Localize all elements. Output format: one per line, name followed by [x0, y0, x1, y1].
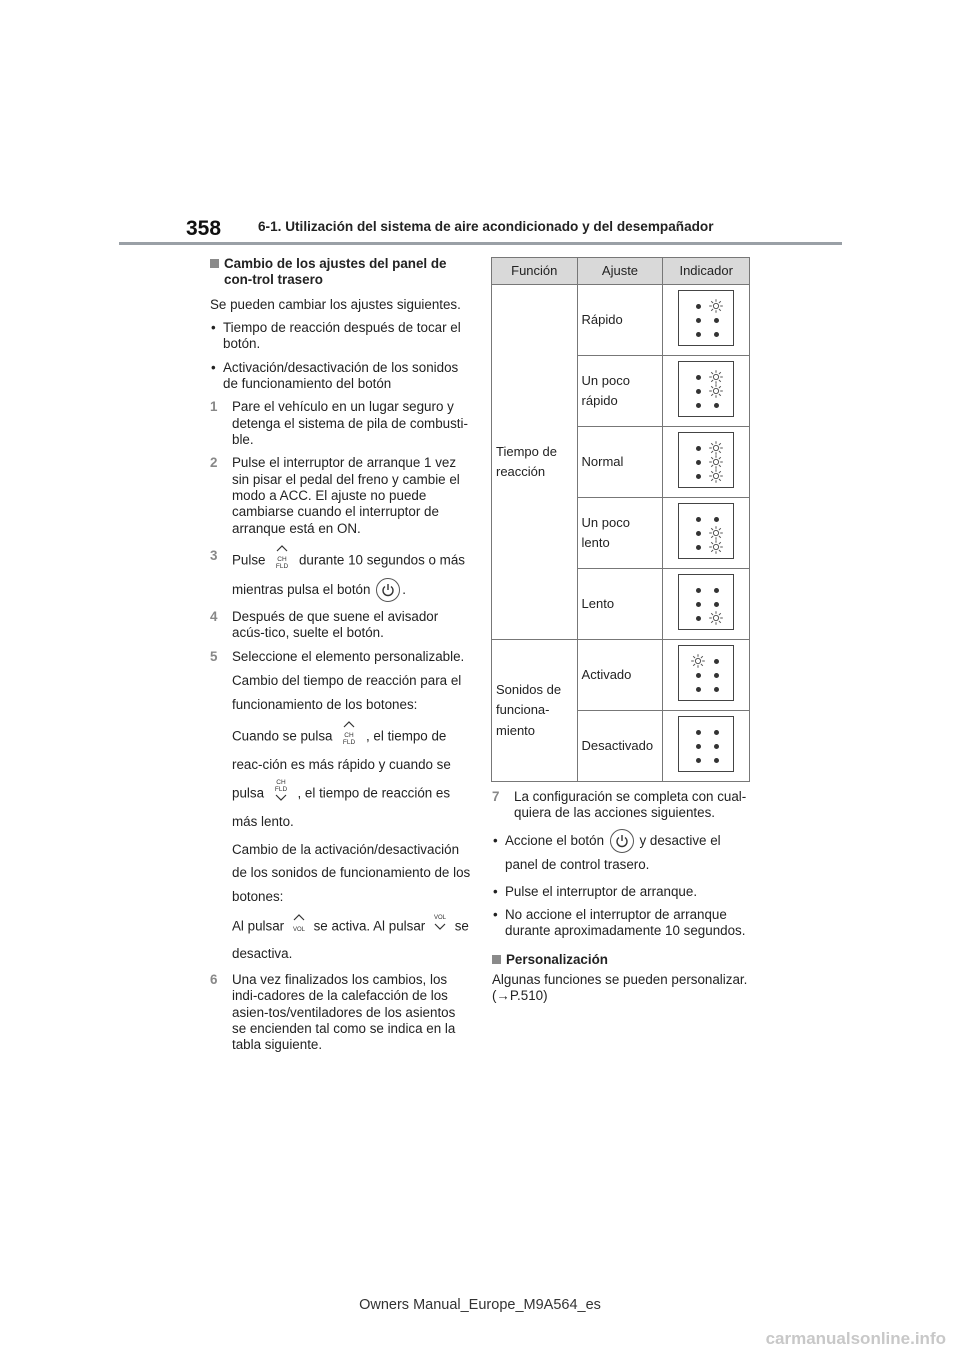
step-5-sub-3: Cambio de la activación/desactivación de los sonidos de funcionamiento de los botones: — [232, 841, 471, 904]
step-number: 6 — [210, 972, 218, 988]
step-text: , el tiempo de reacción es más lento. — [232, 785, 451, 830]
function-cell: Tiempo de reacción — [492, 285, 578, 640]
ch-fld-up-icon — [269, 544, 295, 577]
intro-text: Se pueden cambiar los ajustes siguientes. — [210, 296, 461, 312]
page-number: 358 — [186, 217, 222, 240]
step-1 — [210, 399, 472, 448]
table-row — [492, 285, 750, 356]
step-text: durante 10 segundos o más — [298, 552, 465, 568]
indicator-cell — [663, 498, 750, 569]
svg-text:CH: CH — [344, 732, 354, 739]
indicator-table — [491, 257, 750, 782]
svg-text:FLD: FLD — [343, 739, 356, 746]
svg-text:FLD: FLD — [276, 563, 289, 571]
step-text: Cuando se pulsa — [232, 728, 333, 744]
step-text: se desactiva. — [232, 918, 469, 961]
unlit-indicator-dot — [689, 538, 707, 556]
setting-cell: Activado — [577, 640, 663, 711]
step-text: Seleccione el elemento personalizable. — [232, 648, 465, 664]
header-divider — [119, 242, 842, 245]
setting-cell: Un poco lento — [577, 498, 663, 569]
setting-cell: Normal — [577, 427, 663, 498]
unlit-indicator-dot — [707, 751, 725, 769]
step-4 — [210, 609, 472, 642]
unlit-indicator-dot — [689, 325, 707, 343]
svg-text:CH: CH — [276, 778, 286, 786]
step-number: 1 — [210, 399, 218, 415]
step-text: mientras pulsa el botón — [232, 581, 371, 597]
step-3 — [210, 544, 472, 602]
step-text: Una vez finalizados los cambios, los indi-cadores de la calefacción de los asien-tos/ventiladores de los asientos se encienden tal como se indica en la tabla siguiente. — [232, 972, 456, 1053]
setting-cell: Rápido — [577, 285, 663, 356]
step-5-sub-1: Cambio del tiempo de reacción para el funcionamiento de los botones: — [232, 673, 462, 712]
chapter-title: 6-1. Utilización del sistema de aire acondicionado y del desempañador — [258, 219, 714, 234]
indicator-cell — [663, 640, 750, 711]
section-heading-rear-panel — [210, 256, 472, 289]
step-text: La configuración se completa con cual-quiera de las acciones siguientes. — [514, 789, 747, 821]
section-heading-text: Personalización — [506, 951, 608, 967]
setting-cell: Lento — [577, 569, 663, 640]
bullet-item: • Pulse el interruptor de arranque. — [492, 884, 754, 900]
seat-indicator-icon — [678, 432, 734, 488]
table-header: Ajuste — [577, 258, 663, 285]
indicator-cell — [663, 356, 750, 427]
section-heading-text: Cambio de los ajustes del panel de con-trol trasero — [224, 256, 447, 288]
watermark: carmanualsonline.info — [765, 1329, 946, 1349]
bullet-item — [492, 829, 754, 877]
table-header: Función — [492, 258, 578, 285]
step-5-sub-4 — [232, 912, 472, 965]
step-5 — [210, 649, 472, 965]
bullet-item: • No accione el interruptor de arranque durante aproximadamente 10 segundos. — [492, 907, 754, 940]
setting-cell: Un poco rápido — [577, 356, 663, 427]
vol-down-icon — [429, 912, 451, 941]
page-reference-link[interactable]: (→P.510) — [492, 988, 548, 1004]
seat-indicator-icon — [678, 361, 734, 417]
bullet-item: • Activación/desactivación de los sonidos de funcionamiento del botón — [210, 360, 472, 393]
step-number: 2 — [210, 455, 218, 471]
personalization-text: Algunas funciones se pueden personalizar. — [492, 971, 748, 987]
unlit-indicator-dot — [707, 325, 725, 343]
lit-indicator-icon — [707, 467, 725, 485]
step-2 — [210, 455, 472, 537]
left-column — [210, 256, 472, 1061]
power-button-icon — [376, 578, 400, 602]
step-number: 3 — [210, 548, 218, 564]
svg-text:VOL: VOL — [433, 915, 446, 922]
bullet-text: Accione el botón — [505, 832, 605, 848]
footer: Owners Manual_Europe_M9A564_es — [359, 1297, 601, 1313]
unlit-indicator-dot — [707, 396, 725, 414]
seat-indicator-icon — [678, 716, 734, 772]
unlit-indicator-dot — [689, 467, 707, 485]
ch-fld-down-icon — [268, 777, 294, 810]
step-text: Al pulsar — [232, 918, 285, 934]
table-header: Indicador — [663, 258, 750, 285]
svg-text:CH: CH — [277, 556, 287, 564]
bullet-text: y desactive el panel de control trasero. — [505, 832, 721, 873]
square-bullet-icon — [210, 259, 219, 268]
indicator-cell — [663, 569, 750, 640]
indicator-cell — [663, 711, 750, 782]
unlit-indicator-dot — [707, 680, 725, 698]
unlit-indicator-dot — [689, 680, 707, 698]
step-text: . — [402, 581, 406, 597]
step-text: se activa. Al pulsar — [313, 918, 426, 934]
indicator-cell — [663, 285, 750, 356]
lit-indicator-icon — [707, 538, 725, 556]
unlit-indicator-dot — [689, 396, 707, 414]
right-column — [492, 789, 754, 1005]
step-number: 4 — [210, 609, 218, 625]
square-bullet-icon — [492, 955, 501, 964]
power-button-icon — [610, 829, 634, 853]
unlit-indicator-dot — [689, 609, 707, 627]
step-5-sub-2 — [232, 720, 472, 834]
bullet-item: • Tiempo de reacción después de tocar el botón. — [210, 320, 472, 353]
step-text: Pare el vehículo en un lugar seguro y detenga el sistema de pila de combusti-ble. — [232, 399, 468, 448]
svg-text:VOL: VOL — [292, 927, 305, 934]
setting-cell: Desactivado — [577, 711, 663, 782]
step-7 — [492, 789, 754, 822]
vol-up-icon — [288, 912, 310, 941]
seat-indicator-icon — [678, 503, 734, 559]
function-cell: Sonidos de funciona-miento — [492, 640, 578, 782]
step-text: Pulse — [232, 552, 266, 568]
step-text: Pulse el interruptor de arranque 1 vez sin pisar el pedal del freno y cambie el modo a ACC. El ajuste no puede cambiarse cuando el interruptor de arranque está en ON. — [232, 455, 460, 536]
step-number: 7 — [492, 789, 500, 804]
lit-indicator-icon — [707, 609, 725, 627]
seat-indicator-icon — [678, 290, 734, 346]
section-heading-personalization — [492, 952, 754, 968]
ch-fld-up-icon — [336, 720, 362, 753]
table-row — [492, 640, 750, 711]
step-6 — [210, 972, 472, 1054]
step-number: 5 — [210, 648, 218, 664]
seat-indicator-icon — [678, 574, 734, 630]
svg-text:FLD: FLD — [274, 785, 287, 793]
unlit-indicator-dot — [689, 751, 707, 769]
step-text: Después de que suene el avisador acús-tico, suelte el botón. — [232, 609, 439, 641]
seat-indicator-icon — [678, 645, 734, 701]
indicator-cell — [663, 427, 750, 498]
step-text: , el tiempo de reac-ción es más rápido y cuando se pulsa — [232, 728, 451, 801]
